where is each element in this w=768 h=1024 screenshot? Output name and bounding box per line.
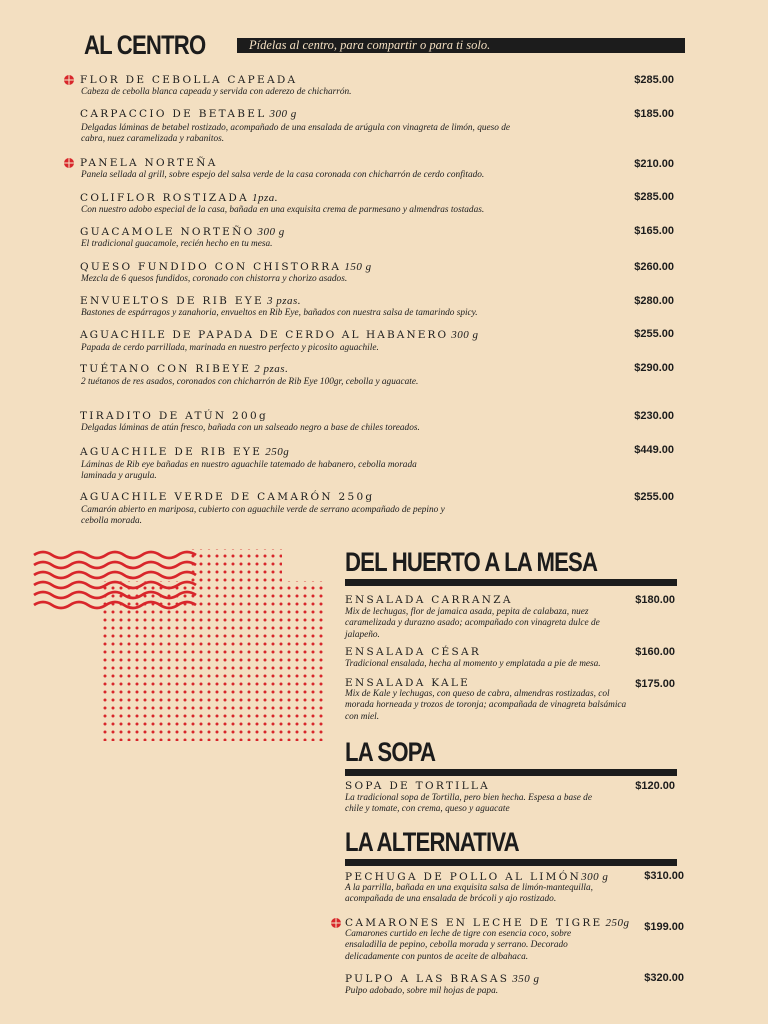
item-name: CAMARONES EN LECHE DE TIGRE [345,917,603,929]
item-description: Tradicional ensalada, hecha al momento y emplatada a pie de mesa. [345,659,601,669]
item-price: $210.00 [634,158,674,170]
section-tagline: Pídelas al centro, para compartir o para ti solo. [237,38,685,53]
section-title-la-sopa: LA SOPA [345,737,436,767]
chef-recommendation-icon [64,158,74,168]
item-name: PANELA NORTEÑA [80,157,218,169]
item-price: $260.00 [634,261,674,273]
item-weight: 250g [605,917,630,929]
item-price: $285.00 [634,191,674,203]
item-description: Camarones curtido en leche de tigre con esencia coco, sobre ensaladilla de pepino, cebolla morada y serrano. Decorado delicadamente con puntos de aceite de albahaca. [345,929,572,962]
section-title-la-alternativa: LA ALTERNATIVA [345,827,519,857]
item-price: $120.00 [635,780,675,792]
item-name: COLIFLOR ROSTIZADA [80,192,250,204]
item-description: 2 tuétanos de res asados, coronados con chicharrón de Rib Eye 100gr, cebolla y aguacate. [81,377,419,387]
item-description: Con nuestro adobo especial de la casa, bañada en una exquisita crema de parmesano y almendras tostadas. [81,205,485,215]
item-price: $185.00 [634,108,674,120]
item-name: TIRADITO DE ATÚN 200g [80,410,269,422]
item-name: TUÉTANO CON RIBEYE [80,363,252,375]
item-price: $180.00 [635,594,675,606]
item-name: QUESO FUNDIDO CON CHISTORRA [80,261,342,273]
item-description: Delgadas láminas de atún fresco, bañada con un salseado negro a base de chiles toreados. [81,423,420,433]
item-weight: 300 g [581,871,609,883]
item-price: $160.00 [635,646,675,658]
section-rule [345,769,677,776]
item-description: Delgadas láminas de betabel rostizado, acompañado de una ensalada de arúgula con vinagreta de limón, queso de cabra, nuez caramelizada y rabanitos. [81,123,510,145]
section-rule [345,859,677,866]
item-weight: 1pza. [252,192,279,204]
item-description: Mezcla de 6 quesos fundidos, coronado con chistorra y chorizo asados. [81,274,348,284]
item-description: Pulpo adobado, sobre mil hojas de papa. [345,986,499,996]
item-description: La tradicional sopa de Tortilla, pero bien hecha. Espesa a base de chile y tomate, con crema, queso y aguacate [345,793,592,815]
item-name: AGUACHILE DE RIB EYE [80,446,263,458]
chef-recommendation-icon [64,75,74,85]
item-name: ENSALADA CÉSAR [345,646,482,658]
item-price: $310.00 [644,870,684,882]
item-description: Cabeza de cebolla blanca capeada y servida con aderezo de chicharrón. [81,87,352,97]
item-price: $255.00 [634,491,674,503]
item-weight: 350 g [512,973,540,985]
item-weight: 250g [265,446,290,458]
item-description: Camarón abierto en mariposa, cubierto con aguachile verde de serrano acompañado de pepino y cebolla morada. [81,505,445,527]
item-description: Láminas de Rib eye bañadas en nuestro aguachile tatemado de habanero, cebolla morada laminada y arugula. [81,460,417,482]
item-price: $175.00 [635,678,675,690]
item-weight: 2 pzas. [254,363,289,375]
item-weight: 300 g [269,108,297,120]
item-price: $255.00 [634,328,674,340]
item-name: PULPO A LAS BRASAS [345,973,510,985]
item-name: FLOR DE CEBOLLA CAPEADA [80,74,298,86]
section-title-al-centro: AL CENTRO [84,30,206,60]
section-rule [345,579,677,586]
item-price: $320.00 [644,972,684,984]
item-price: $165.00 [634,225,674,237]
item-price: $230.00 [634,410,674,422]
item-name: SOPA DE TORTILLA [345,780,491,792]
wave-dot-pattern-icon [30,545,330,745]
item-name: ENSALADA KALE [345,677,471,689]
item-name: GUACAMOLE NORTEÑO [80,226,255,238]
item-price: $199.00 [644,921,684,933]
item-name: ENVUELTOS DE RIB EYE [80,295,264,307]
item-description: A la parrilla, bañada en una exquisita salsa de limón-mantequilla, acompañada de una ensalada de brócoli y ajo rostizado. [345,883,593,905]
item-description: Panela sellada al grill, sobre espejo del salsa verde de la casa coronada con chicharrón de cerdo confitado. [81,170,485,180]
item-name: AGUACHILE DE PAPADA DE CERDO AL HABANERO [80,329,449,341]
item-price: $449.00 [634,444,674,456]
item-description: Papada de cerdo parrillada, marinada en nuestro perfecto y picosito aguachile. [81,343,379,353]
item-price: $290.00 [634,362,674,374]
item-weight: 300 g [451,329,479,341]
item-description: Mix de Kale y lechugas, con queso de cabra, almendras rostizadas, col morada horneada y trozos de toronja; acompañada de vinagreta balsámica con miel. [345,689,627,722]
item-price: $285.00 [634,74,674,86]
item-description: Bastones de espárragos y zanahoria, envueltos en Rib Eye, bañados con nuestra salsa de tamarindo spicy. [81,308,478,318]
section-title-del-huerto: DEL HUERTO A LA MESA [345,547,598,577]
item-price: $280.00 [634,295,674,307]
item-name: ENSALADA CARRANZA [345,594,513,606]
item-description: El tradicional guacamole, recién hecho en tu mesa. [81,239,273,249]
item-name: CARPACCIO DE BETABEL [80,108,267,120]
item-name: AGUACHILE VERDE DE CAMARÓN 250g [80,491,375,503]
item-name: PECHUGA DE POLLO AL LIMÓN [345,871,582,883]
item-description: Mix de lechugas, flor de jamaica asada, pepita de calabaza, nuez caramelizada y durazno asado; acompañado con vinagreta dulce de jalapeño. [345,607,600,640]
item-weight: 150 g [344,261,372,273]
item-weight: 3 pzas. [267,295,302,307]
item-weight: 300 g [257,226,285,238]
chef-recommendation-icon [331,918,341,928]
